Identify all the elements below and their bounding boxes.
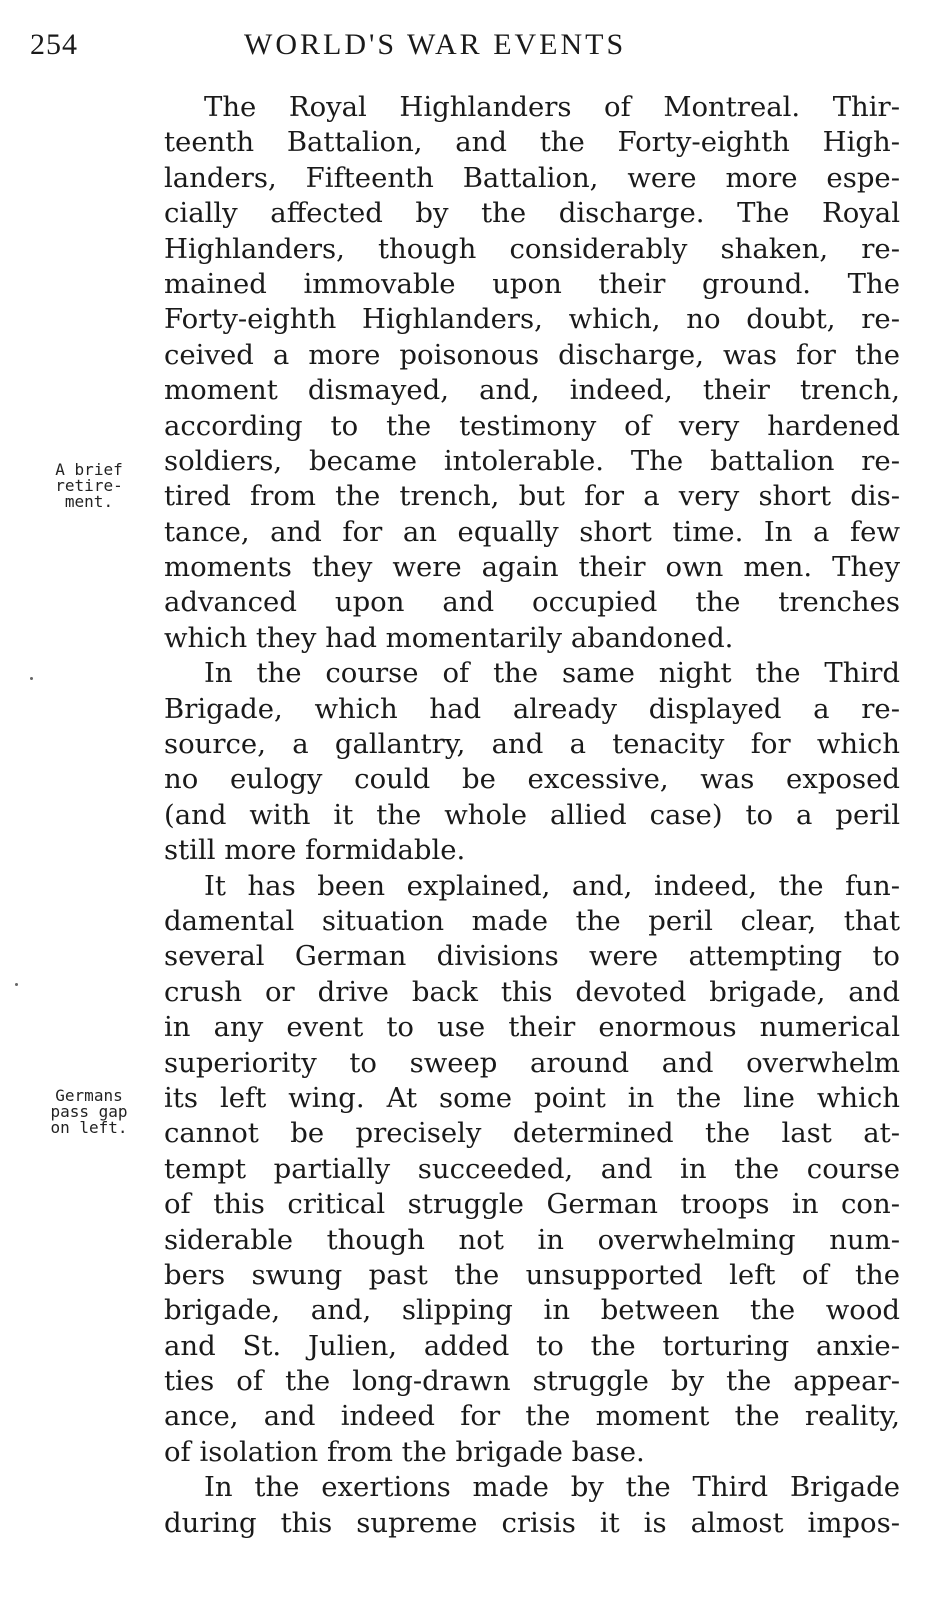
text-line: tance, and for an equally short time. In a few [164,515,900,548]
print-speck [30,677,33,680]
sidenote-line: retire- [55,476,123,495]
text-line: landers, Fifteenth Battalion, were more espe- [164,161,900,194]
text-line: ance, and indeed for the moment the reality, [164,1400,900,1433]
sidenote-line: Germans [55,1086,123,1105]
text-line: no eulogy could be excessive, was exposed [164,763,900,796]
text-line: crush or drive back this devoted brigade, and [164,975,900,1008]
text-line: of this critical struggle German troops in con- [164,1188,900,1221]
page-number: 254 [30,28,78,61]
text-line: ties of the long-drawn struggle by the appear- [164,1365,900,1398]
text-line: siderable though not in overwhelming num- [164,1223,900,1256]
text-line: Brigade, which had already displayed a re- [164,692,900,725]
text-line: In the course of the same night the Third [204,657,900,690]
text-line: in any event to use their enormous numerical [164,1011,900,1044]
sidenote-line: A brief [55,460,123,479]
text-line: tempt partially succeeded, and in the course [164,1152,900,1185]
text-line: bers swung past the unsupported left of the [164,1258,900,1291]
text-line: teenth Battalion, and the Forty-eighth High- [164,126,900,159]
text-line: Highlanders, though considerably shaken, re- [164,232,900,265]
text-line: In the exertions made by the Third Brigade [204,1471,900,1504]
text-line: The Royal Highlanders of Montreal. Thir- [204,91,900,123]
text-line: damental situation made the peril clear, that [164,904,900,937]
text-line: brigade, and, slipping in between the wood [164,1294,900,1327]
print-speck [15,983,18,986]
sidenote-line: ment. [64,492,114,511]
body-text [164,90,900,1541]
text-line: during this supreme crisis it is almost impos- [164,1506,900,1539]
running-title: WORLD'S WAR EVENTS [244,28,627,61]
text-line: of isolation from the brigade base. [164,1435,645,1468]
text-line: which they had momentarily abandoned. [164,621,734,654]
text-line: mained immovable upon their ground. The [164,267,900,300]
text-line: (and with it the whole allied case) to a peril [164,798,900,831]
sidenote-line: on left. [50,1118,128,1137]
text-line: advanced upon and occupied the trenches [164,586,900,619]
text-line: ceived a more poisonous discharge, was for the [164,338,900,371]
text-line: source, a gallantry, and a tenacity for which [164,728,900,761]
text-line: Forty-eighth Highlanders, which, no doubt, re- [164,303,900,336]
sidenote-line: pass gap [50,1102,128,1121]
sidenote-germans-pass-gap [14,1088,164,1136]
text-line: moment dismayed, and, indeed, their trench, [164,374,900,407]
sidenote-brief-retirement [14,462,164,510]
text-line: and St. Julien, added to the torturing anxie- [164,1329,900,1362]
text-line: its left wing. At some point in the line which [164,1081,900,1114]
text-line: tired from the trench, but for a very short dis- [164,480,900,513]
text-line: several German divisions were attempting to [164,940,900,973]
text-line: superiority to sweep around and overwhelm [164,1046,900,1079]
text-line: moments they were again their own men. They [164,551,900,584]
text-line: still more formidable. [164,834,466,867]
text-line: according to the testimony of very hardened [164,409,900,442]
text-line: cially affected by the discharge. The Royal [164,197,900,230]
text-line: soldiers, became intolerable. The battalion re- [164,444,900,477]
text-line: It has been explained, and, indeed, the fun- [204,869,900,902]
text-line: cannot be precisely determined the last at- [164,1117,900,1150]
